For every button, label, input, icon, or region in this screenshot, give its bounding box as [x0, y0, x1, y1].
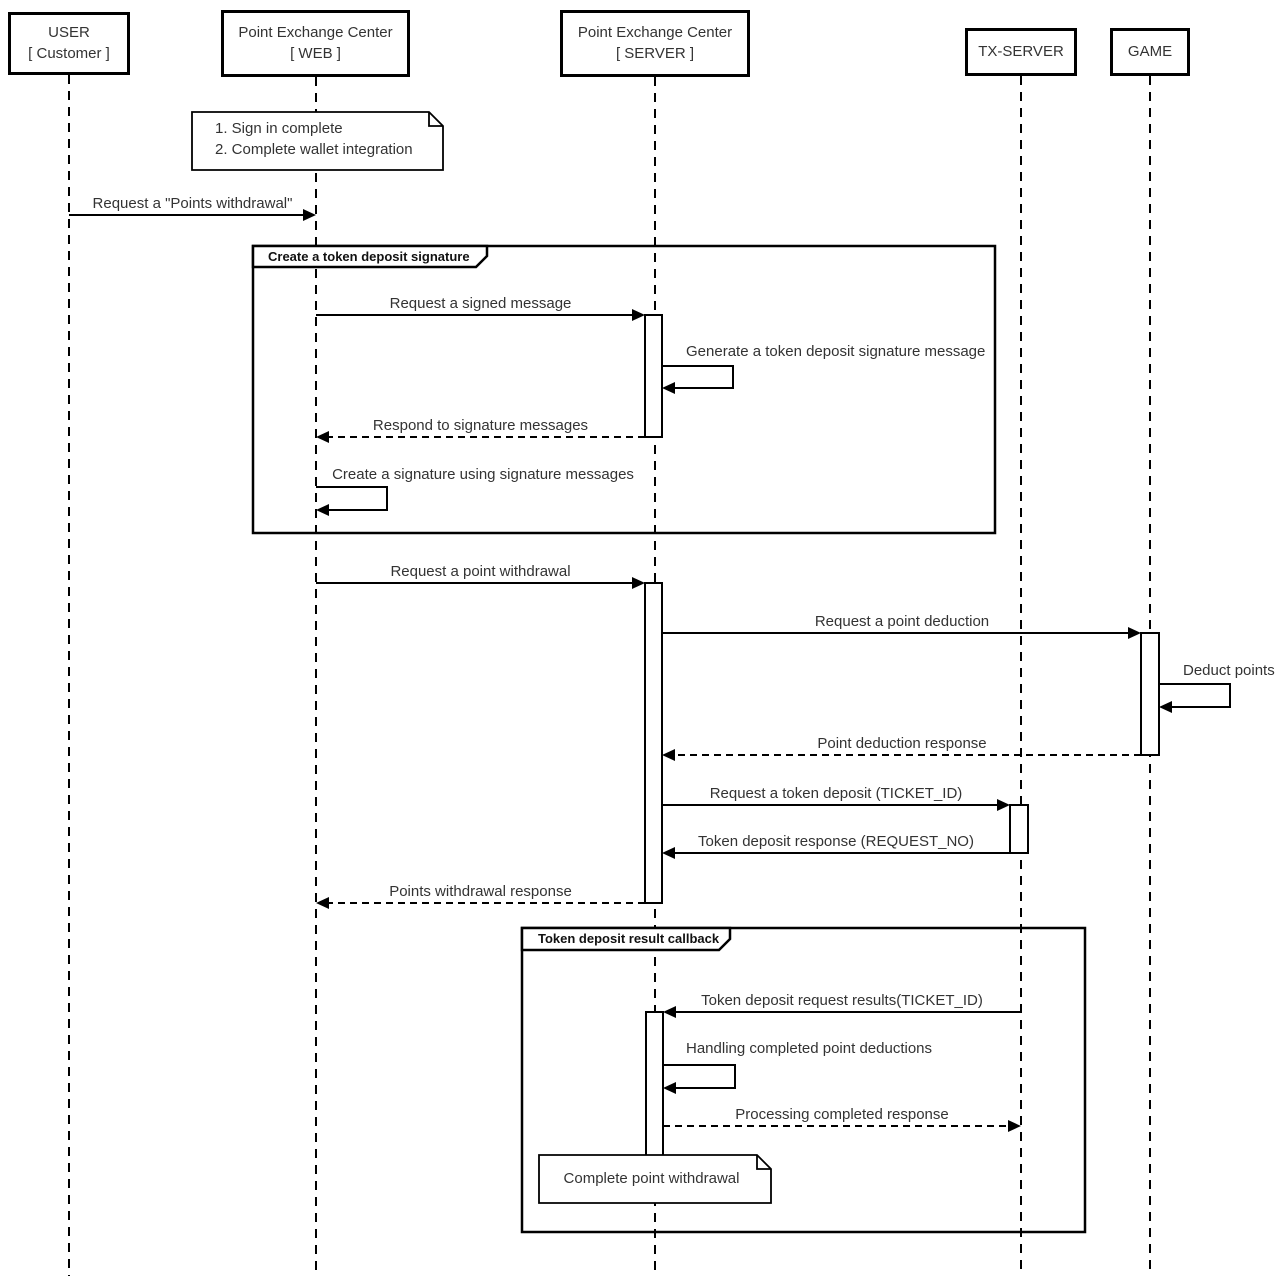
msg-respond-signature-messages: Respond to signature messages	[372, 417, 589, 434]
activation-server-callback	[646, 1012, 663, 1160]
activation-server-withdraw	[645, 583, 662, 903]
msg-request-signed-message: Request a signed message	[389, 295, 572, 312]
note-complete-withdrawal	[549, 1168, 754, 1189]
participant-server-role: [ SERVER ]	[615, 44, 695, 62]
msg-create-signature: Create a signature using signature messages	[332, 466, 634, 483]
msg-deduct-points: Deduct points	[1183, 662, 1275, 679]
arrow-deduct-points-self	[1159, 684, 1230, 713]
msg-generate-signature-message: Generate a token deposit signature message	[686, 343, 986, 360]
participant-game	[1110, 28, 1190, 76]
participant-user-role: [ Customer ]	[28, 44, 110, 62]
participant-web-name: Point Exchange Center	[238, 23, 393, 41]
lifelines	[69, 75, 1150, 1276]
fragment-label-token-callback: Token deposit result callback	[538, 931, 720, 946]
arrow-generate-signature-self	[662, 366, 733, 394]
activation-server-signature	[645, 315, 662, 437]
note-complete-withdrawal-line1: Complete point withdrawal	[563, 1170, 740, 1187]
participant-game-name: GAME	[1127, 42, 1173, 60]
note-signin-line2: 2. Complete wallet integration	[215, 141, 413, 158]
participant-web-role: [ WEB ]	[290, 44, 341, 62]
participant-web	[221, 10, 410, 77]
msg-token-deposit-request-results: Token deposit request results(TICKET_ID)	[701, 992, 983, 1009]
fragment-create-signature	[253, 246, 995, 533]
activation-tx	[1010, 805, 1028, 853]
arrow-handling-completed-self	[663, 1065, 735, 1094]
msg-request-token-deposit: Request a token deposit (TICKET_ID)	[709, 785, 963, 802]
note-signin	[215, 118, 413, 160]
participant-user	[8, 12, 130, 75]
msg-request-points-withdrawal: Request a "Points withdrawal"	[92, 195, 293, 212]
msg-request-point-withdrawal: Request a point withdrawal	[390, 563, 571, 580]
msg-processing-completed-response: Processing completed response	[735, 1106, 949, 1123]
fragment-label-create-signature: Create a token deposit signature	[268, 249, 470, 264]
activation-game	[1141, 633, 1159, 755]
arrow-create-signature-self	[316, 487, 387, 516]
note-signin-line1: 1. Sign in complete	[215, 120, 343, 137]
msg-point-deduction-response: Point deduction response	[817, 735, 987, 752]
participant-server-name: Point Exchange Center	[577, 23, 733, 41]
participant-tx-server-name: TX-SERVER	[978, 42, 1064, 60]
participant-user-name: USER	[48, 23, 90, 41]
msg-token-deposit-response: Token deposit response (REQUEST_NO)	[698, 833, 974, 850]
msg-handling-completed-deductions: Handling completed point deductions	[686, 1040, 932, 1057]
msg-request-point-deduction: Request a point deduction	[814, 613, 990, 630]
msg-points-withdrawal-response: Points withdrawal response	[389, 883, 572, 900]
participant-tx-server	[965, 28, 1077, 76]
participant-server	[560, 10, 750, 77]
